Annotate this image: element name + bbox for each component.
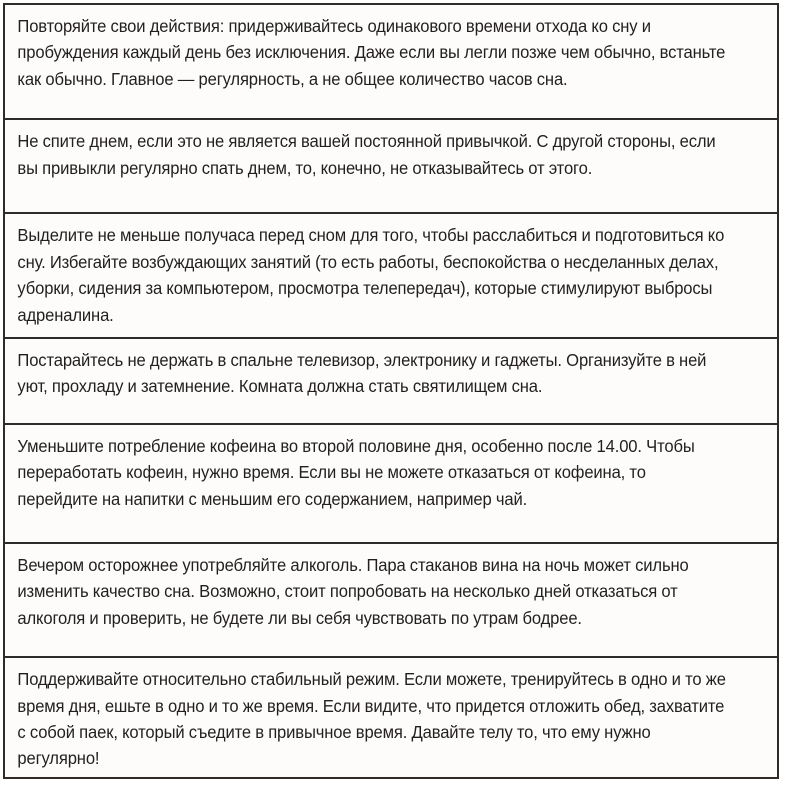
table-row	[5, 120, 777, 214]
table-row	[5, 214, 777, 338]
table-row	[5, 425, 777, 544]
table-cell-text: Вечером осторожнее употребляйте алкоголь. Пара стаканов вина на ночь может сильно изменить качество сна. Возможно, стоит попробовать на несколько дней отказаться от алкоголя и проверить, не будете ли вы себя чувствовать по утрам бодрее.	[17, 555, 693, 628]
table-cell-text: Выделите не меньше получаса перед сном для того, чтобы расслабиться и подготовиться ко сну. Избегайте возбуждающих занятий (то есть работы, беспокойства о несделанных делах, уборки, сидения за компьютером, просмотра телепередач), которые стимулируют выбросы адреналина.	[17, 225, 729, 325]
table-body	[3, 3, 779, 779]
table-row	[5, 544, 777, 658]
table-cell-text: Не спите днем, если это не является вашей постоянной привычкой. С другой стороны, если вы привыкли регулярно спать днем, то, конечно, не отказывайтесь от этого.	[17, 131, 720, 178]
table-cell-text: Постарайтесь не держать в спальне телевизор, электронику и гаджеты. Организуйте в ней уют, прохладу и затемнение. Комната должна стать святилищем сна.	[17, 349, 711, 396]
table-cell-text: Уменьшите потребление кофеина во второй половине дня, особенно после 14.00. Чтобы переработать кофеин, нужно время. Если вы не можете отказаться от кофеина, то перейдите на напитки с меньшим его содержанием, например чай.	[17, 435, 699, 509]
table-row	[5, 5, 777, 120]
table-row	[5, 658, 777, 777]
table-cell-text: Повторяйте свои действия: придерживайтесь одинакового времени отхода ко сну и пробуждения каждый день без исключения. Даже если вы легли позже чем обычно, встаньте как обычно. Главное — регулярность, а не общее количество часов сна.	[17, 16, 730, 89]
table-row	[5, 339, 777, 425]
table-cell-text: Поддерживайте относительно стабильный режим. Если можете, тренируйтесь в одно и то же время дня, ешьте в одно и то же время. Если видите, что придется отложить обед, захватите с собой паек, который съедите в привычное время. Давайте телу то, что ему нужно регулярно!	[17, 669, 731, 769]
